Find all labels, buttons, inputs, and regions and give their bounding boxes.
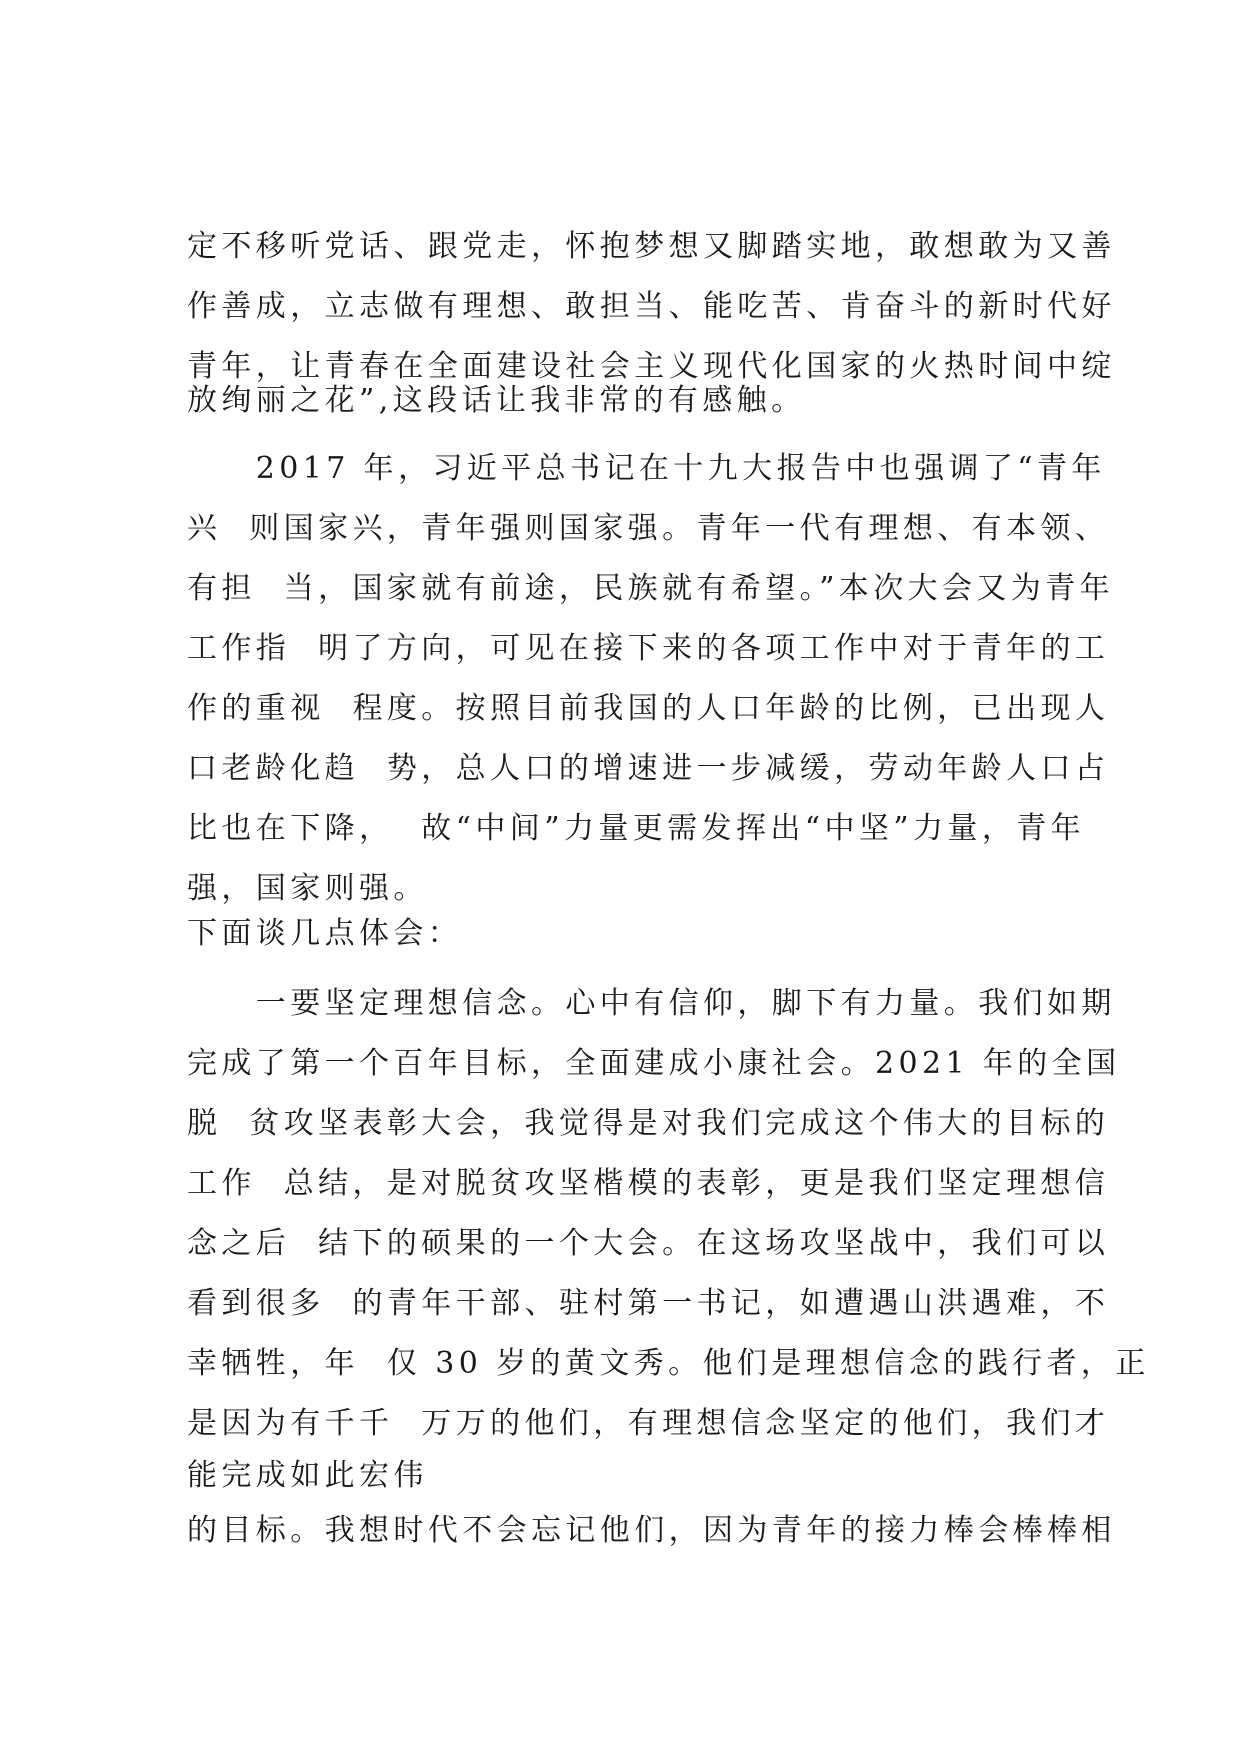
text-line: 作善成，立志做有理想、敢担当、能吃苦、肯奋斗的新时代好 xyxy=(187,289,1116,324)
text-line: 一要坚定理想信念。心中有信仰，脚下有力量。我们如期 xyxy=(187,986,1116,1021)
text-line: 能完成如此宏伟 xyxy=(187,1458,428,1493)
text-line: 比也在下降， 故“中间”力量更需发挥出“中坚”力量，青年 xyxy=(187,811,1086,846)
text-line: 定不移听党话、跟党走，怀抱梦想又脚踏实地，敢想敢为又善 xyxy=(187,229,1116,264)
text-line: 强，国家则强。 xyxy=(187,871,428,906)
text-line: 是因为有千千 万万的他们，有理想信念坚定的他们，我们才 xyxy=(187,1406,1110,1441)
text-line: 工作指 明了方向，可见在接下来的各项工作中对于青年的工 xyxy=(187,631,1110,666)
text-line: 有担 当，国家就有前途，民族就有希望。”本次大会又为青年 xyxy=(187,571,1115,606)
text-line: 脱 贫攻坚表彰大会，我觉得是对我们完成这个伟大的目标的 xyxy=(187,1106,1110,1141)
text-line: 放绚丽之花”,这段话让我非常的有感触。 xyxy=(187,383,806,418)
text-line: 完成了第一个百年目标，全面建成小康社会。2021 年的全国 xyxy=(187,1046,1121,1081)
text-line: 口老龄化趋 势，总人口的增速进一步减缓，劳动年龄人口占 xyxy=(187,751,1110,786)
text-line: 看到很多 的青年干部、驻村第一书记，如遭遇山洪遇难，不 xyxy=(187,1286,1110,1321)
text-line: 作的重视 程度。按照目前我国的人口年龄的比例，已出现人 xyxy=(187,691,1110,726)
text-line: 青年，让青春在全面建设社会主义现代化国家的火热时间中绽 xyxy=(187,349,1116,384)
text-line: 的目标。我想时代不会忘记他们，因为青年的接力棒会棒棒相 xyxy=(187,1513,1116,1548)
text-line: 工作 总结，是对脱贫攻坚楷模的表彰，更是我们坚定理想信 xyxy=(187,1166,1110,1201)
text-line: 念之后 结下的硕果的一个大会。在这场攻坚战中，我们可以 xyxy=(187,1226,1110,1261)
text-line: 2017 年，习近平总书记在十九大报告中也强调了“青年 xyxy=(187,451,1106,486)
text-line: 下面谈几点体会： xyxy=(187,916,463,951)
text-line: 幸牺牲，年 仅 30 岁的黄文秀。他们是理想信念的践行者，正 xyxy=(187,1346,1150,1381)
text-line: 兴 则国家兴，青年强则国家强。青年一代有理想、有本领、 xyxy=(187,511,1110,546)
